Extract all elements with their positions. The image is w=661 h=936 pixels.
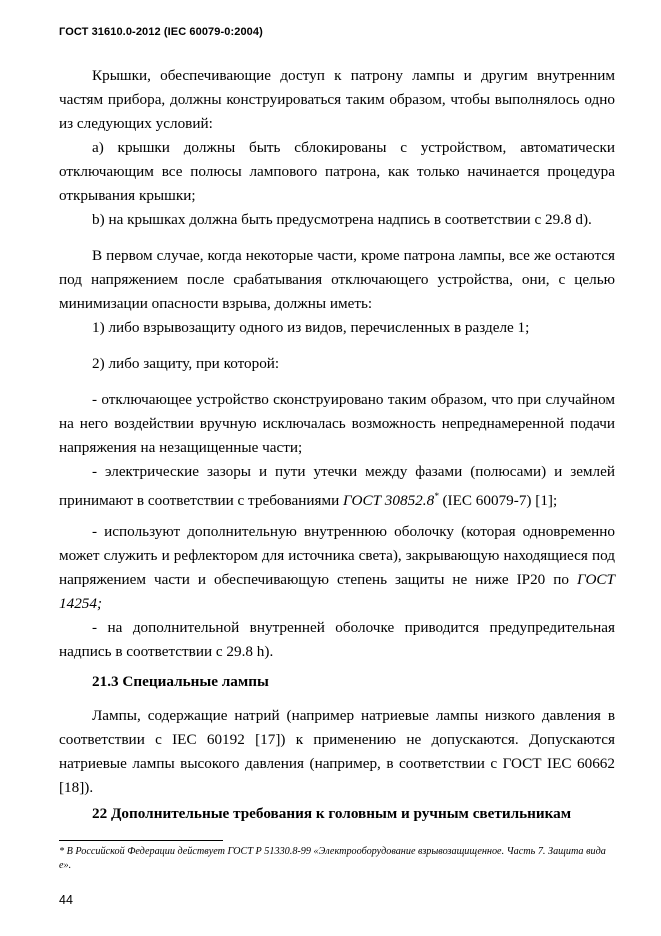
paragraph-inner-enclosure (59, 520, 615, 616)
page-number: 44 (59, 893, 73, 907)
enclosure-text: - используют дополнительную внутреннюю оболочку (которая одновременно может служить и рефлектором для источника света), закрывающую находящиеся под напряжением части и обеспечивающую степень защиты не ниже IP20 по (59, 523, 615, 588)
section-heading-21-3: 21.3 Специальные лампы (92, 673, 269, 690)
gost-30852-reference: ГОСТ 30852.8 (343, 492, 435, 510)
paragraph-disconnect-device: - отключающее устройство сконструировано таким образом, что при случайном на него воздействии вручную исключалась возможность непреднамеренной подачи напряжения на незащищенные части; (59, 391, 615, 456)
paragraph-condition-a: а) крышки должны быть сблокированы с устройством, автоматически отключающим все полюсы лампового патрона, как только начинается процедура открывания крышки; (59, 139, 615, 204)
paragraph-covers: Крышки, обеспечивающие доступ к патрону лампы и другим внутренним частям прибора, должны конструироваться таким образом, чтобы выполнялось одно из следующих условий: (59, 67, 615, 132)
clearances-text-end: (IEC 60079-7) [1]; (438, 492, 558, 510)
paragraph-first-case: В первом случае, когда некоторые части, кроме патрона лампы, все же остаются под напряжением после срабатывания отключающего устройства, они, с целью минимизации опасности взрыва, должны иметь: (59, 247, 615, 312)
paragraph-clearances (59, 460, 615, 513)
paragraph-sodium-lamps: Лампы, содержащие натрий (например натриевые лампы низкого давления в соответствии с IEC 60192 [17]) к применению не допускаются. Допускаются натриевые лампы высокого давления (например, в соответствии с ГОСТ IEC 60662 [18]). (59, 707, 615, 796)
footnote-separator (59, 840, 223, 841)
paragraph-warning-label: - на дополнительной внутренней оболочке приводится предупредительная надпись в соответствии с 29.8 h). (59, 619, 615, 660)
footnote: * В Российской Федерации действует ГОСТ Р 51330.8-99 «Электрооборудование взрывозащищенное. Часть 7. Защита вида е». (59, 846, 606, 871)
paragraph-condition-b: b) на крышках должна быть предусмотрена надпись в соответствии с 29.8 d). (92, 211, 592, 228)
document-header: ГОСТ 31610.0-2012 (IEC 60079-0:2004) (59, 26, 263, 38)
gost-14254-reference: ГОСТ 14254; (59, 571, 615, 612)
clearances-text: - электрические зазоры и пути утечки между фазами (полюсами) и землей принимают в соответствии с требованиями (59, 463, 615, 510)
footnote-mark: * (434, 491, 439, 501)
section-heading-22: 22 Дополнительные требования к головным и ручным светильникам (92, 805, 572, 822)
paragraph-option-2: 2) либо защиту, при которой: (92, 355, 280, 372)
paragraph-option-1: 1) либо взрывозащиту одного из видов, перечисленных в разделе 1; (92, 319, 530, 336)
